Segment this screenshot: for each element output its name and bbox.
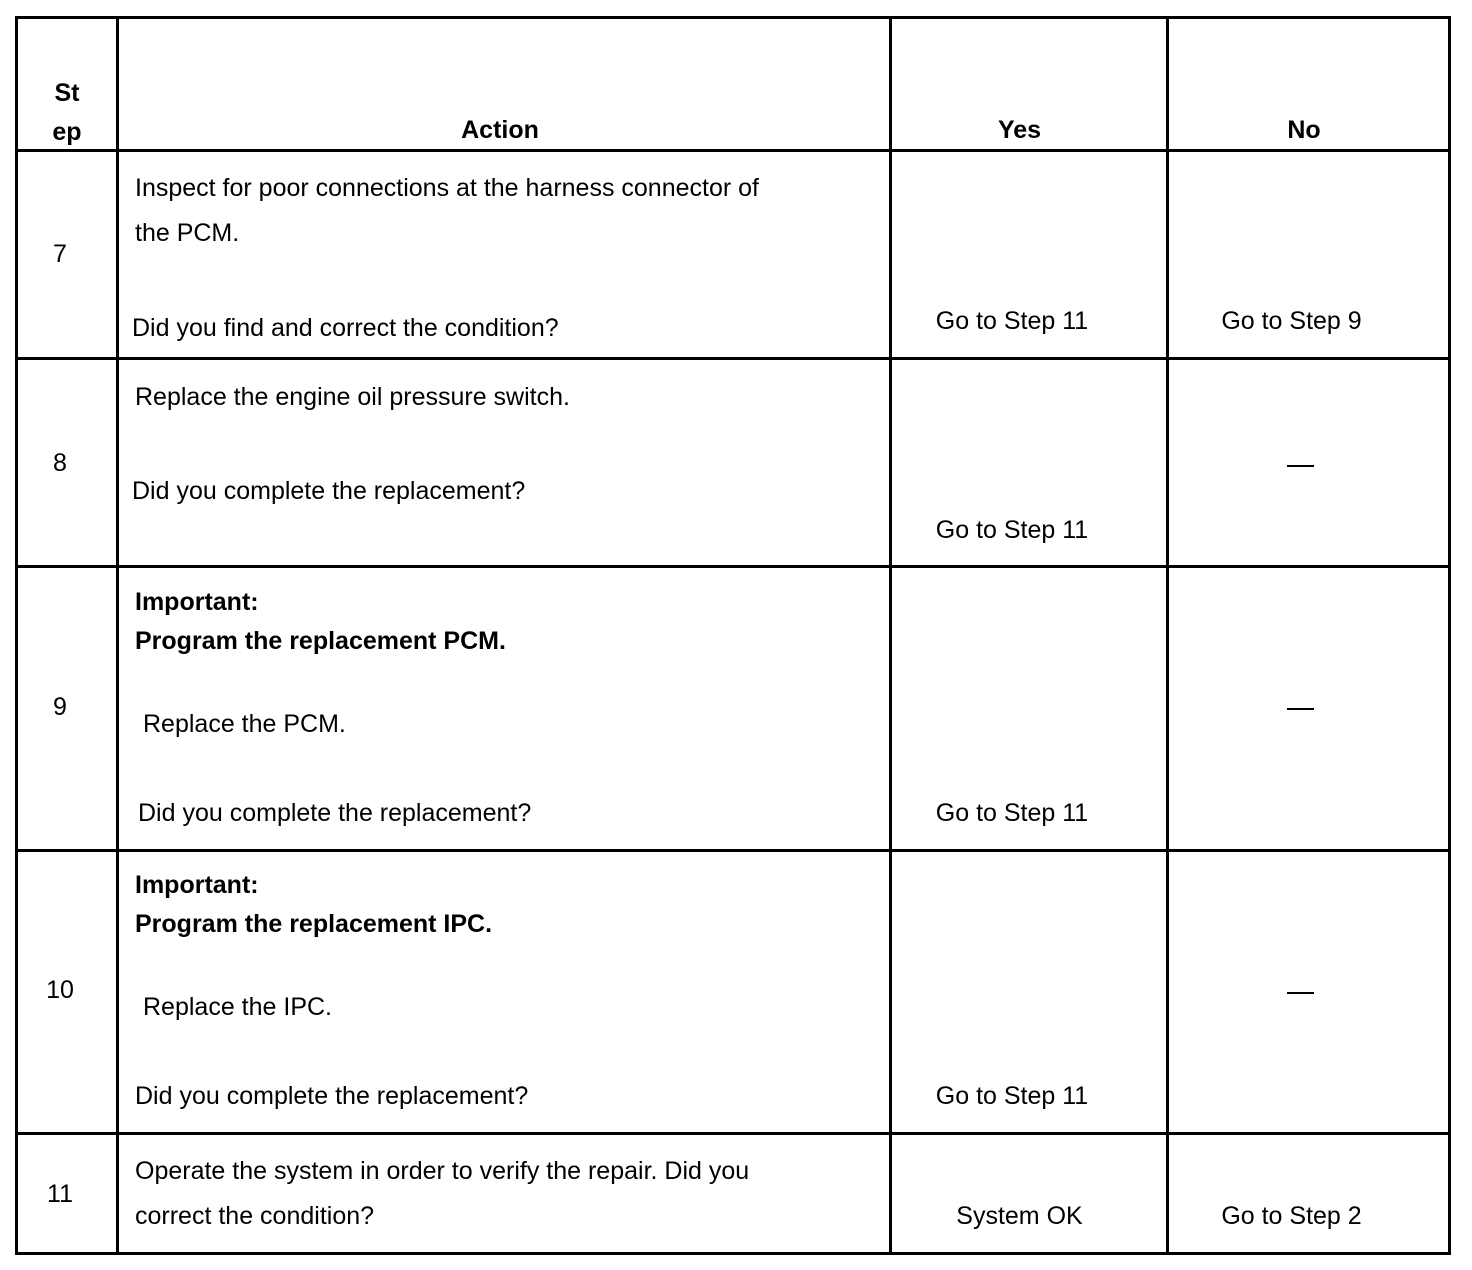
action-question: Did you complete the replacement? (132, 477, 526, 505)
column-divider-action (889, 16, 892, 1255)
step-number: 8 (53, 449, 67, 477)
header-step (18, 74, 116, 152)
header-yes: Yes (997, 116, 1042, 144)
action-text: Inspect for poor connections at the harness connector of (135, 174, 759, 202)
column-divider-yes (1166, 16, 1169, 1255)
action-text: the PCM. (135, 219, 240, 247)
important-text: Program the replacement PCM. (135, 627, 506, 655)
header-action: Action (461, 116, 539, 144)
action-text: Replace the engine oil pressure switch. (135, 383, 570, 411)
no-result-dash (1287, 465, 1314, 467)
header-step-line2: ep (52, 118, 82, 146)
no-result-dash (1287, 992, 1314, 994)
action-question: Did you find and correct the condition? (132, 314, 559, 342)
no-result: Go to Step 9 (1221, 307, 1362, 335)
table-border-right (1448, 16, 1451, 1255)
yes-result: Go to Step 11 (935, 1082, 1089, 1110)
no-result: Go to Step 2 (1221, 1202, 1362, 1230)
row-divider-7 (15, 357, 1451, 360)
step-number: 9 (53, 693, 67, 721)
header-divider (15, 149, 1451, 152)
yes-result: Go to Step 11 (935, 799, 1089, 827)
table-border-bottom (15, 1252, 1451, 1255)
yes-result: Go to Step 11 (935, 516, 1089, 544)
step-number: 10 (46, 976, 74, 1004)
action-question: Did you complete the replacement? (135, 1082, 529, 1110)
action-question: Did you complete the replacement? (138, 799, 532, 827)
important-label: Important: (135, 588, 259, 616)
table-border-top (15, 16, 1451, 19)
row-divider-8 (15, 565, 1451, 568)
diagnostic-table (15, 16, 1451, 1255)
yes-result: System OK (956, 1202, 1083, 1230)
yes-result: Go to Step 11 (935, 307, 1089, 335)
header-no: No (1287, 116, 1321, 144)
header-step-line1: St (54, 79, 80, 107)
table-border-left (15, 16, 18, 1255)
row-divider-9 (15, 849, 1451, 852)
action-text: Replace the IPC. (143, 993, 332, 1021)
step-number: 7 (53, 240, 67, 268)
action-text: Operate the system in order to verify the repair. Did you (135, 1157, 750, 1185)
row-divider-10 (15, 1132, 1451, 1135)
action-text: correct the condition? (135, 1202, 375, 1230)
step-number: 11 (47, 1180, 73, 1208)
no-result-dash (1287, 708, 1314, 710)
important-text: Program the replacement IPC. (135, 910, 493, 938)
action-text: Replace the PCM. (143, 710, 346, 738)
column-divider-step (116, 16, 119, 1255)
important-label: Important: (135, 871, 259, 899)
